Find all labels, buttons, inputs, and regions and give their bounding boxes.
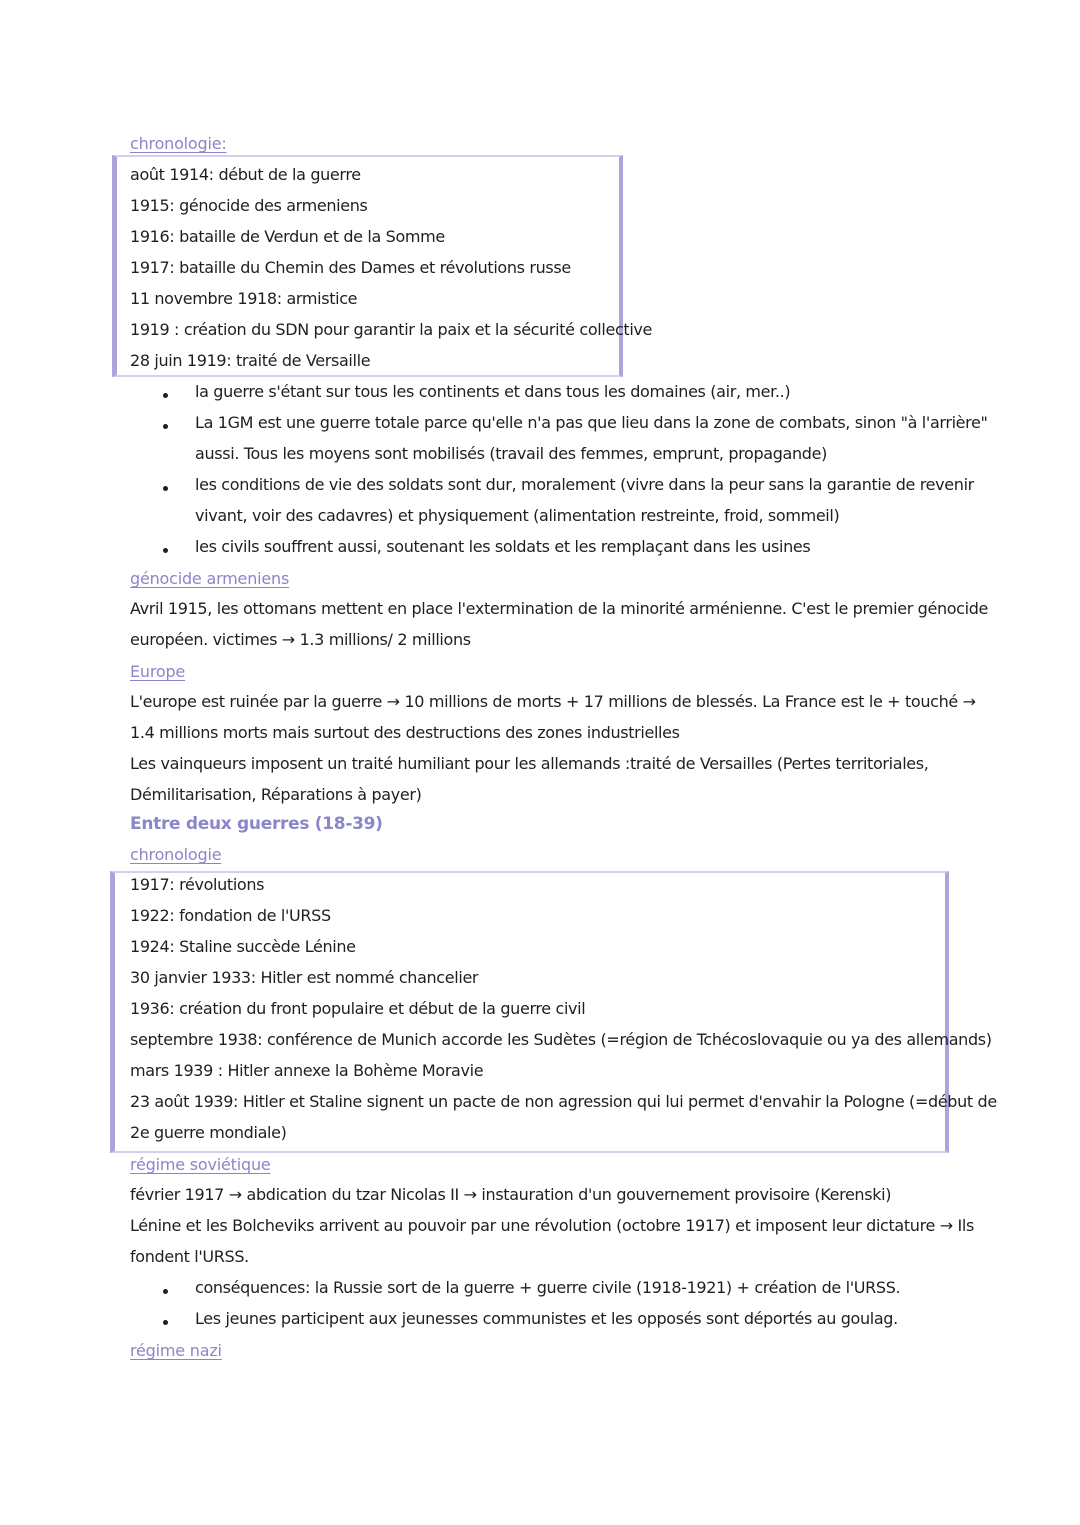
chrono2-item: 1924: Staline succède Lénine: [130, 937, 356, 956]
chrono1-item: 1917: bataille du Chemin des Dames et révolutions russe: [130, 258, 571, 277]
bullet-text: les civils souffrent aussi, soutenant les soldats et les remplaçant dans les usines: [195, 537, 811, 556]
europe-line: Les vainqueurs imposent un traité humiliant pour les allemands :traité de Versailles (Pertes territoriales,: [130, 754, 929, 773]
bullet-text: Les jeunes participent aux jeunesses communistes et les opposés sont déportés au goulag.: [195, 1309, 898, 1328]
bullet-text: conséquences: la Russie sort de la guerre + guerre civile (1918-1921) + création de l'URSS.: [195, 1278, 901, 1297]
sovietique-line: février 1917 → abdication du tzar Nicolas II → instauration d'un gouvernement provisoire (Kerenski): [130, 1185, 892, 1204]
bullet-text: la guerre s'étant sur tous les continents et dans tous les domaines (air, mer..): [195, 382, 791, 401]
bullet-dot: [163, 486, 168, 491]
chrono1-item: 1916: bataille de Verdun et de la Somme: [130, 227, 445, 246]
europe-line: L'europe est ruinée par la guerre → 10 millions de morts + 17 millions de blessés. La France est le + touché →: [130, 692, 976, 711]
chrono1-item: 1915: génocide des armeniens: [130, 196, 368, 215]
chrono2-item: 2e guerre mondiale): [130, 1123, 287, 1142]
bullet-text: La 1GM est une guerre totale parce qu'elle n'a pas que lieu dans la zone de combats, sinon "à l'arrière": [195, 413, 988, 432]
bullet-dot: [163, 1320, 168, 1325]
chronologie-1-title: chronologie:: [130, 134, 227, 153]
chrono1-item: 11 novembre 1918: armistice: [130, 289, 358, 308]
chrono2-item: 1936: création du front populaire et début de la guerre civil: [130, 999, 586, 1018]
chrono2-item: 1922: fondation de l'URSS: [130, 906, 331, 925]
regime-sovietique-title: régime soviétique: [130, 1155, 271, 1174]
bullet-dot: [163, 548, 168, 553]
chrono2-item: 30 janvier 1933: Hitler est nommé chancelier: [130, 968, 479, 987]
entre-deux-guerres-heading: Entre deux guerres (18-39): [130, 814, 383, 834]
europe-line: Démilitarisation, Réparations à payer): [130, 785, 422, 804]
europe-title: Europe: [130, 662, 186, 681]
chronologie-2-title: chronologie: [130, 845, 222, 864]
chrono1-item: 28 juin 1919: traité de Versaille: [130, 351, 371, 370]
chrono2-item: septembre 1938: conférence de Munich accorde les Sudètes (=région de Tchécoslovaquie ou ya des allemands): [130, 1030, 992, 1049]
regime-nazi-title: régime nazi: [130, 1341, 222, 1360]
sovietique-line: fondent l'URSS.: [130, 1247, 249, 1266]
chrono1-item: août 1914: début de la guerre: [130, 165, 361, 184]
bullet-text: les conditions de vie des soldats sont dur, moralement (vivre dans la peur sans la garantie de revenir: [195, 475, 974, 494]
bullet-dot: [163, 1289, 168, 1294]
genocide-title: génocide armeniens: [130, 569, 290, 588]
chrono2-item: 1917: révolutions: [130, 875, 265, 894]
chrono2-item: mars 1939 : Hitler annexe la Bohème Moravie: [130, 1061, 484, 1080]
chrono2-item: 23 août 1939: Hitler et Staline signent un pacte de non agression qui lui permet d'envahir la Pologne (=début de: [130, 1092, 997, 1111]
bullet-text-cont: vivant, voir des cadavres) et physiquement (alimentation restreinte, froid, sommeil): [195, 506, 840, 525]
genocide-line: européen. victimes → 1.3 millions/ 2 millions: [130, 630, 471, 649]
chrono1-item: 1919 : création du SDN pour garantir la paix et la sécurité collective: [130, 320, 653, 339]
sovietique-line: Lénine et les Bolcheviks arrivent au pouvoir par une révolution (octobre 1917) et imposent leur dictature → Ils: [130, 1216, 974, 1235]
bullet-dot: [163, 393, 168, 398]
europe-line: 1.4 millions morts mais surtout des destructions des zones industrielles: [130, 723, 680, 742]
bullet-dot: [163, 424, 168, 429]
bullet-text-cont: aussi. Tous les moyens sont mobilisés (travail des femmes, emprunt, propagande): [195, 444, 827, 463]
genocide-line: Avril 1915, les ottomans mettent en place l'extermination de la minorité arménienne. C'est le premier génocide: [130, 599, 989, 618]
